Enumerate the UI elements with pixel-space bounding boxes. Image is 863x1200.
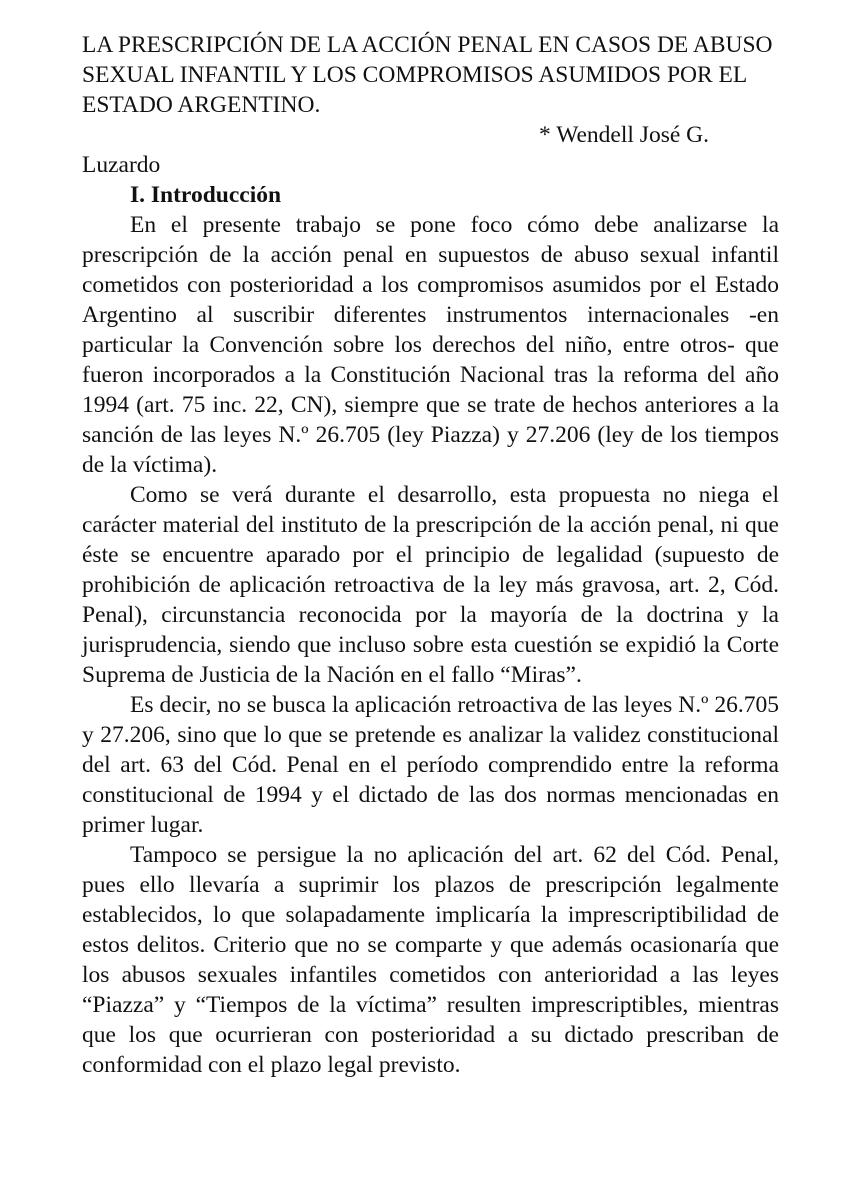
document-page (82, 30, 779, 1080)
document-title: LA PRESCRIPCIÓN DE LA ACCIÓN PENAL EN CASOS DE ABUSO SEXUAL INFANTIL Y LOS COMPROMISOS ASUMIDOS POR EL ESTADO ARGENTINO. (82, 32, 773, 118)
section-heading: I. Introducción (130, 182, 282, 208)
paragraph-3: Es decir, no se busca la aplicación retroactiva de las leyes N.º 26.705 y 27.206, sino que lo que se pretende es analizar la validez constitucional del art. 63 del Cód. Penal en el período comprendido entre la reforma constitucional de 1994 y el dictado de las dos normas mencionadas en primer lugar. (82, 692, 779, 838)
paragraph-2: Como se verá durante el desarrollo, esta propuesta no niega el carácter material del instituto de la prescripción de la acción penal, ni que éste se encuentre aparado por el principio de legalidad (supuesto de prohibición de aplicación retroactiva de la ley más gravosa, art. 2, Cód. Penal), circunstancia reconocida por la mayoría de la doctrina y la jurisprudencia, siendo que incluso sobre esta cuestión se expidió la Corte Suprema de Justicia de la Nación en el fallo “Miras”. (82, 482, 779, 688)
author-line: * Wendell José G. Luzardo (82, 122, 709, 178)
paragraph-1: En el presente trabajo se pone foco cómo debe analizarse la prescripción de la acción penal en supuestos de abuso sexual infantil cometidos con posterioridad a los compromisos asumidos por el Estado Argentino al suscribir diferentes instrumentos internacionales -en particular la Convención sobre los derechos del niño, entre otros- que fueron incorporados a la Constitución Nacional tras la reforma del año 1994 (art. 75 inc. 22, CN), siempre que se trate de hechos anteriores a la sanción de las leyes N.º 26.705 (ley Piazza) y 27.206 (ley de los tiempos de la víctima). (82, 212, 779, 478)
paragraph-4: Tampoco se persigue la no aplicación del art. 62 del Cód. Penal, pues ello llevaría a suprimir los plazos de prescripción legalmente establecidos, lo que solapadamente implicaría la imprescriptibilidad de estos delitos. Criterio que no se comparte y que además ocasionaría que los abusos sexuales infantiles cometidos con anterioridad a las leyes “Piazza” y “Tiempos de la víctima” resulten imprescriptibles, mientras que los que ocurrieran con posterioridad a su dictado prescriban de conformidad con el plazo legal previsto. (82, 842, 779, 1078)
